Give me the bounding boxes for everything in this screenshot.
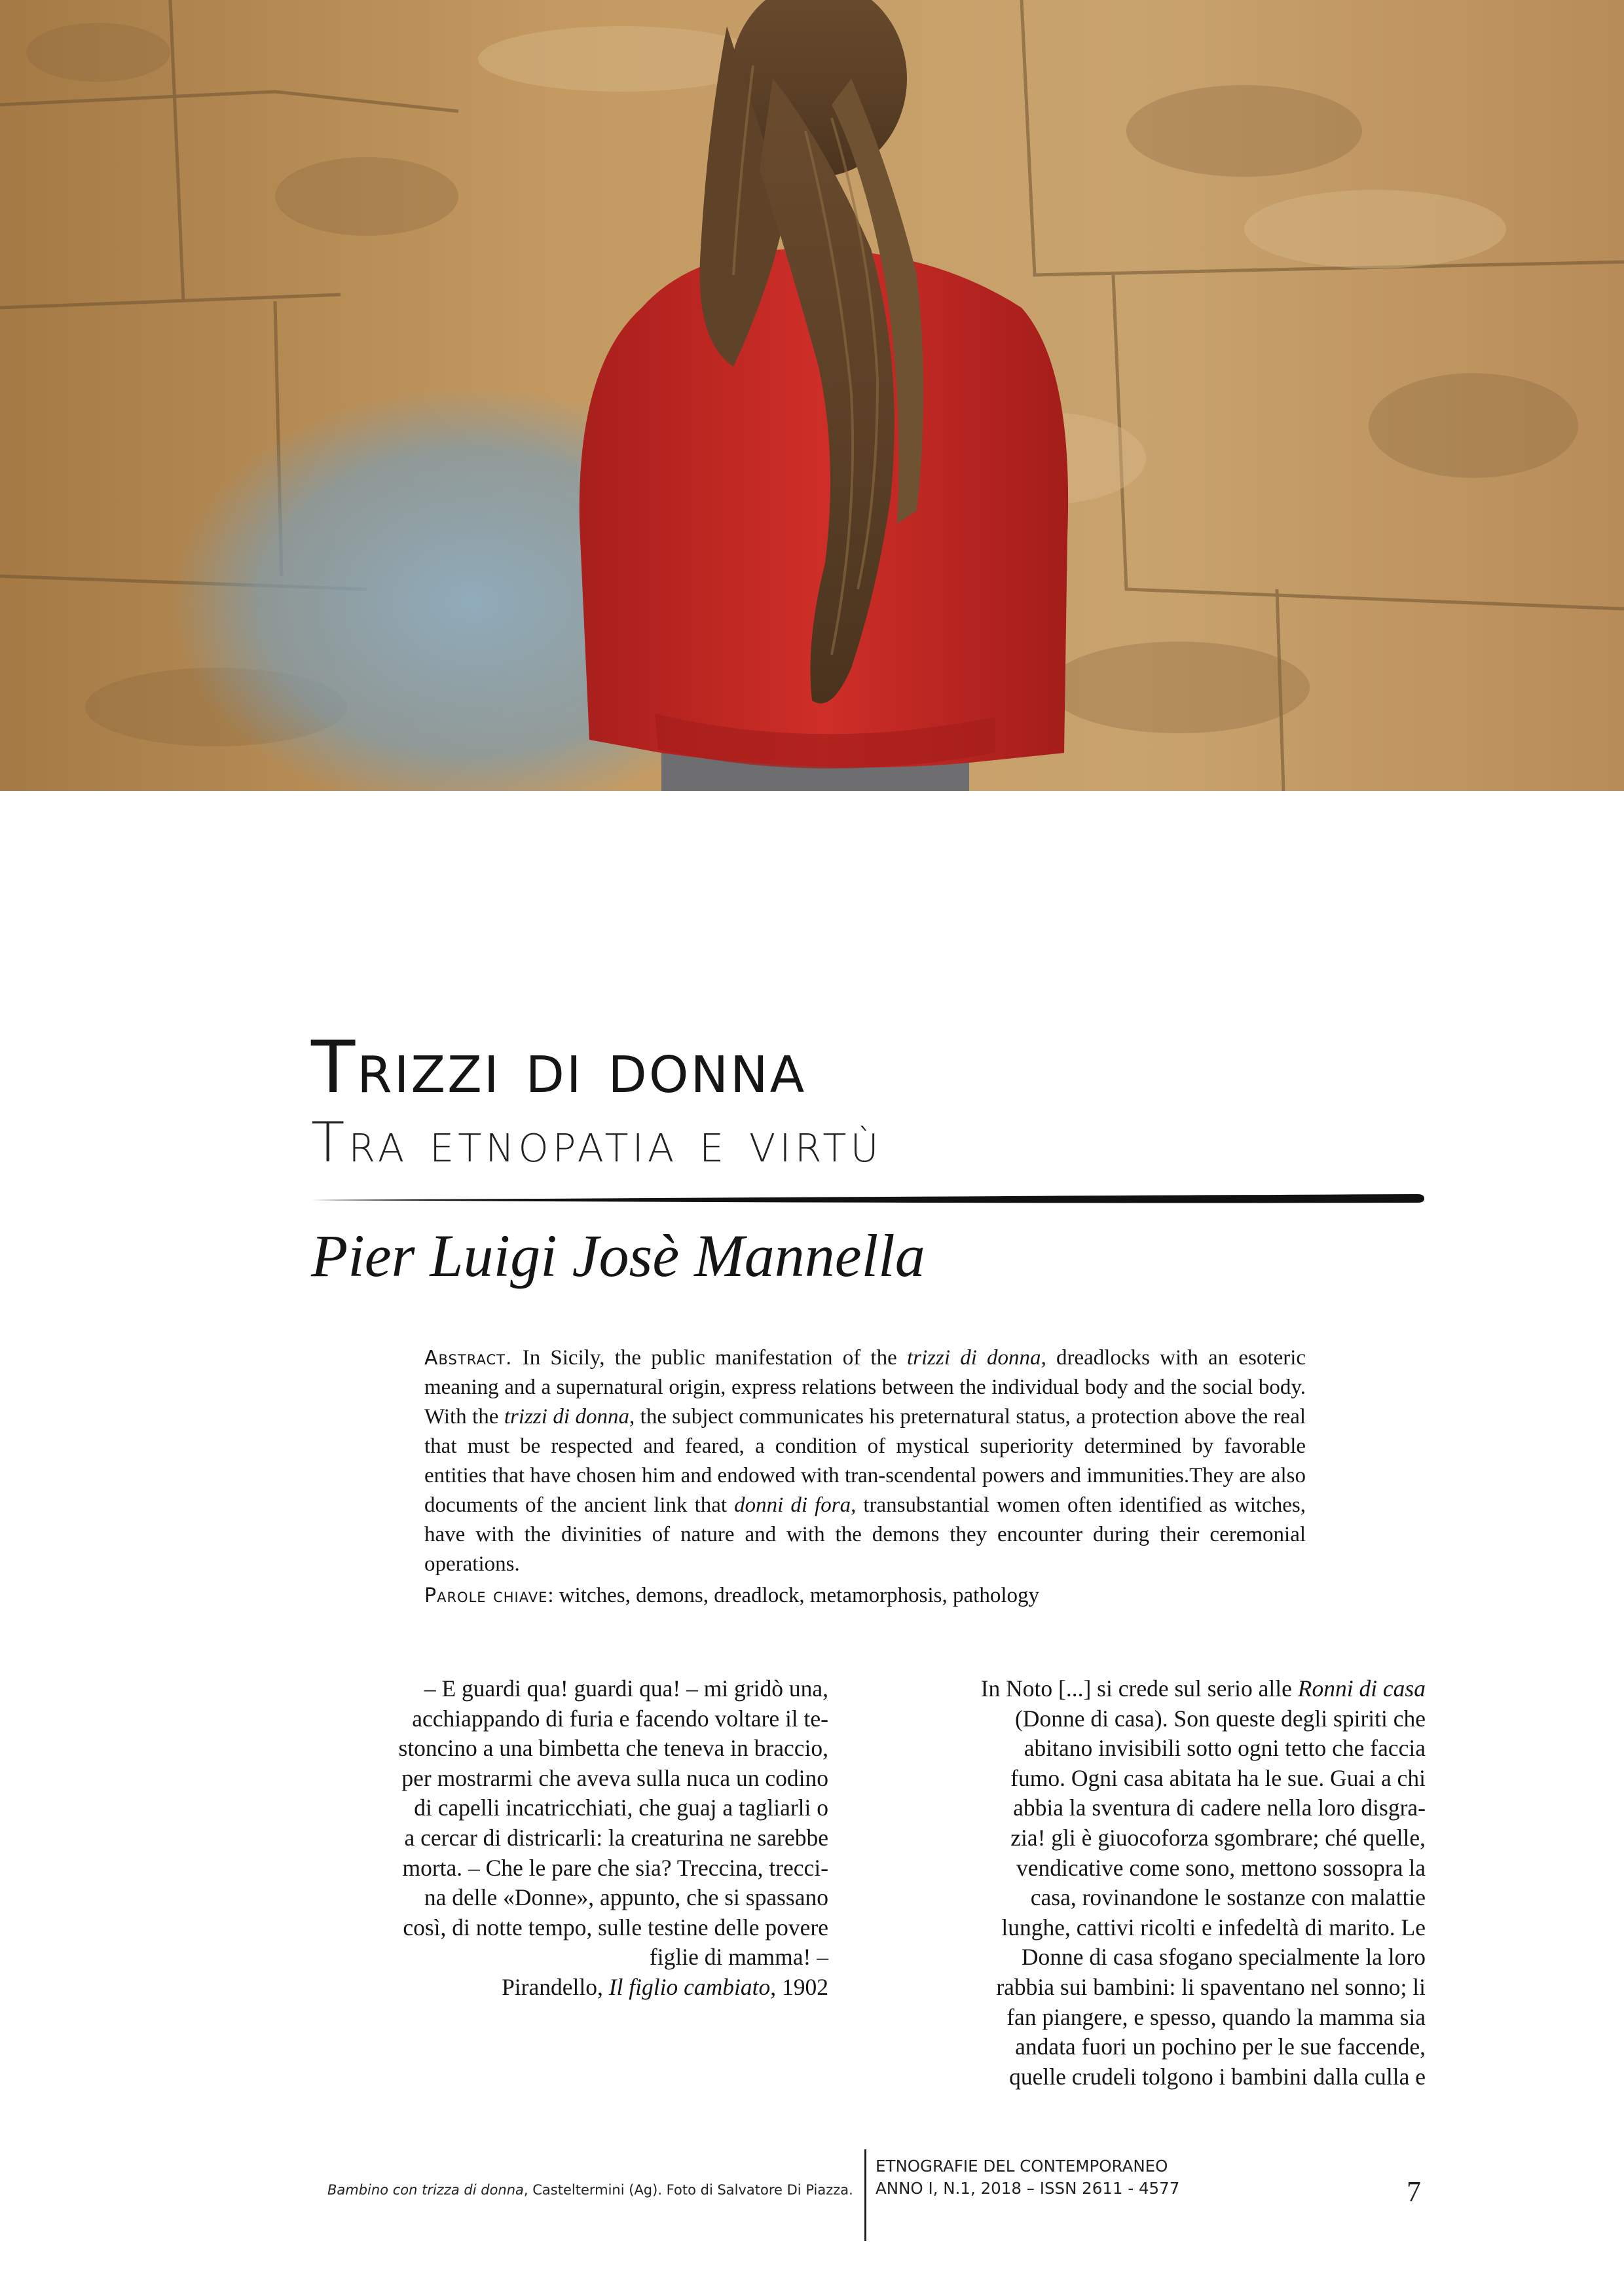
quote-line: abbia la sventura di cadere nella loro disgra- [1013, 1795, 1426, 1821]
photo-caption: Bambino con trizza di donna, Casteltermini (Ag). Foto di Salvatore Di Piazza. [327, 2182, 853, 2198]
journal-issue: ANNO I, N.1, 2018 – ISSN 2611 - 4577 [876, 2179, 1180, 2198]
quote-line: fumo. Ogni casa abitata ha le sue. Guai a chi [1010, 1764, 1426, 1791]
quote-line: quelle crudeli tolgono i bambini dalla culla e [1009, 2063, 1426, 2090]
quote-line: lunghe, cattivi ricolti e infedeltà di marito. Le [1001, 1914, 1426, 1941]
quote-line: abitano invisibili sotto ogni tetto che faccia [1024, 1735, 1426, 1762]
quote-line: rabbia sui bambini: li spaventano nel sonno; li [996, 1973, 1426, 2000]
abstract-line: In Sicily, the public manifestation of the trizzi di donna, dreadlocks with an [522, 1346, 1229, 1370]
article-subtitle: Tra etnopatia e virtù [311, 1110, 883, 1175]
journal-info [876, 2155, 1179, 2200]
author-name: Pier Luigi Josè Mannella [311, 1222, 925, 1289]
quote-line: (Donne di casa). Son queste degli spiriti che [1014, 1705, 1426, 1732]
photo-illustration [0, 0, 1624, 791]
right-column-quote [950, 1674, 1426, 2092]
abstract-line: and with the demons they encounter during their ceremonial operations. [424, 1523, 1306, 1576]
quote-line: fan piangere, e spesso, quando la mamma sia [1006, 2003, 1426, 2030]
epigraph-line: figlie di mamma! – [649, 1944, 828, 1971]
keywords [424, 1581, 1306, 1611]
article-title: Trizzi di donna [311, 1025, 807, 1109]
epigraph-line: – E guardi qua! guardi qua! – mi gridò una, [424, 1675, 828, 1702]
epigraph-source: Pirandello, Il figlio cambiato, 1902 [502, 1973, 828, 2000]
epigraph-line: di capelli incatricchiati, che guaj a tagliarli o [414, 1795, 828, 1821]
epigraph-line: acchiappando di furia e facendo voltare il te- [412, 1705, 828, 1732]
quote-line: Donne di casa sfogano specialmente la loro [1021, 1944, 1426, 1971]
quote-line: casa, rovinandone le sostanze con malattie [1030, 1884, 1426, 1911]
keywords-text: : witches, demons, dreadlock, metamorphosis, pathology [547, 1584, 1039, 1607]
abstract [424, 1343, 1306, 1579]
epigraph-line: morta. – Che le pare che sia? Treccina, trecci- [402, 1854, 828, 1881]
epigraph-line: così, di notte tempo, sulle testine delle povere [403, 1914, 828, 1941]
abstract-line: and the social body. With the trizzi di donna, the subject communicates his preternatural [424, 1376, 1306, 1429]
quote-line: andata fuori un pochino per le sue faccende, [1015, 2033, 1426, 2060]
title-rule [311, 1192, 1424, 1209]
epigraph-line: na delle «Donne», appunto, che si spassano [424, 1884, 828, 1911]
abstract-line: esoteric meaning and a supernatural origin, express relations between the individual body [424, 1346, 1306, 1399]
quote-line: In Noto [...] si crede sul serio alle Ronni di casa [980, 1675, 1426, 1702]
hero-photo [0, 0, 1624, 791]
abstract-line: di fora, transubstantial women often identified as witches, have with the divinities of nature [424, 1493, 1306, 1546]
quote-line: vendicative come sono, mettono sossopra la [1016, 1854, 1426, 1881]
epigraph-line: per mostrarmi che aveva sulla nuca un codino [401, 1764, 828, 1791]
page-number: 7 [1407, 2176, 1421, 2208]
footer-divider [864, 2149, 866, 2241]
keywords-label: Parole chiave [424, 1584, 548, 1607]
abstract-line: superiority determined by favorable entities that have chosen him and endowed with tran- [424, 1434, 1306, 1487]
quote-line: zia! gli è giuocoforza sgombrare; ché quelle, [1010, 1824, 1426, 1851]
epigraph-line: stoncino a una bimbetta che teneva in braccio, [398, 1735, 828, 1762]
epigraph [331, 1674, 828, 2003]
epigraph-line: a cercar di districarli: la creaturina ne sarebbe [404, 1824, 828, 1851]
abstract-label: Abstract. [424, 1347, 513, 1370]
journal-name: ETNOGRAFIE DEL CONTEMPORANEO [876, 2157, 1168, 2176]
abstract-line: status, a protection above the real that must be respected and feared, a condition of mystical [424, 1405, 1306, 1458]
abstract-line: scendental powers and immunities.They are also documents of the ancient link that donni [424, 1464, 1306, 1517]
